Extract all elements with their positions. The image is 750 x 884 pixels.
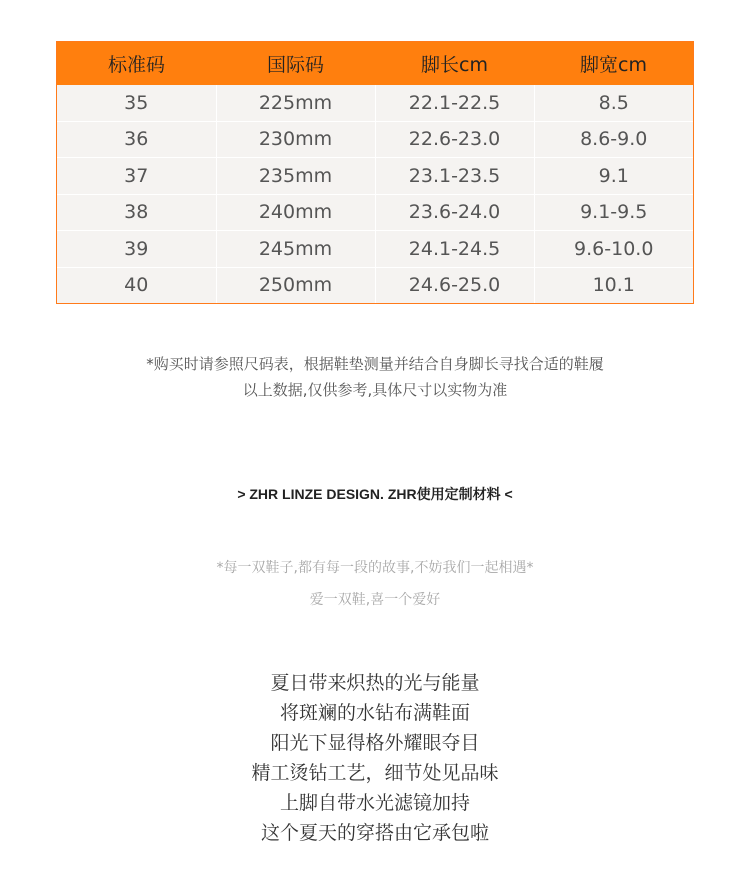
table-cell: 235mm — [216, 158, 375, 195]
table-row — [57, 231, 693, 268]
table-cell: 240mm — [216, 194, 375, 231]
table-header-row — [57, 42, 693, 85]
table-cell: 36 — [57, 121, 216, 158]
table-cell: 23.6-24.0 — [375, 194, 534, 231]
description-line: 这个夏天的穿搭由它承包啦 — [260, 822, 489, 844]
column-header-standard-size: 标准码 — [57, 42, 216, 85]
table-row — [57, 194, 693, 231]
size-disclaimer: 以上数据,仅供参考,具体尺寸以实物为准 — [242, 381, 508, 399]
table-cell: 230mm — [216, 121, 375, 158]
table-cell: 250mm — [216, 267, 375, 303]
column-header-international-size: 国际码 — [216, 42, 375, 85]
table-cell: 9.6-10.0 — [534, 231, 693, 268]
description-line: 将斑斓的水钻布满鞋面 — [279, 702, 470, 724]
size-note: *购买时请参照尺码表，根据鞋垫测量并结合自身脚长寻找合适的鞋履 — [146, 355, 604, 373]
table-cell: 40 — [57, 267, 216, 303]
size-chart — [56, 41, 694, 304]
table-cell: 245mm — [216, 231, 375, 268]
table-row — [57, 85, 693, 121]
table-cell: 38 — [57, 194, 216, 231]
table-cell: 23.1-23.5 — [375, 158, 534, 195]
table-cell: 22.1-22.5 — [375, 85, 534, 121]
quote-subline: 爱一双鞋,喜一个爱好 — [309, 592, 441, 608]
quote-line: *每一双鞋子,都有每一段的故事,不妨我们一起相遇* — [216, 560, 534, 576]
table-cell: 22.6-23.0 — [375, 121, 534, 158]
table-cell: 37 — [57, 158, 216, 195]
table-row — [57, 158, 693, 195]
table-row — [57, 121, 693, 158]
description-line: 精工烫钻工艺，细节处见品味 — [251, 762, 499, 784]
column-header-foot-width: 脚宽cm — [534, 42, 693, 85]
table-cell: 8.5 — [534, 85, 693, 121]
table-cell: 39 — [57, 231, 216, 268]
table-cell: 24.1-24.5 — [375, 231, 534, 268]
description-line: 阳光下显得格外耀眼夺目 — [270, 732, 480, 754]
table-cell: 35 — [57, 85, 216, 121]
size-table — [57, 42, 693, 303]
table-row — [57, 267, 693, 303]
brand-heading: > ZHR LINZE DESIGN. ZHR使用定制材料 < — [237, 486, 513, 502]
table-cell: 9.1-9.5 — [534, 194, 693, 231]
description-line: 夏日带来炽热的光与能量 — [270, 672, 480, 694]
table-cell: 10.1 — [534, 267, 693, 303]
table-cell: 8.6-9.0 — [534, 121, 693, 158]
product-description — [0, 668, 750, 848]
column-header-foot-length: 脚长cm — [375, 42, 534, 85]
table-cell: 225mm — [216, 85, 375, 121]
description-line: 上脚自带水光滤镜加持 — [279, 792, 470, 814]
table-cell: 24.6-25.0 — [375, 267, 534, 303]
table-cell: 9.1 — [534, 158, 693, 195]
